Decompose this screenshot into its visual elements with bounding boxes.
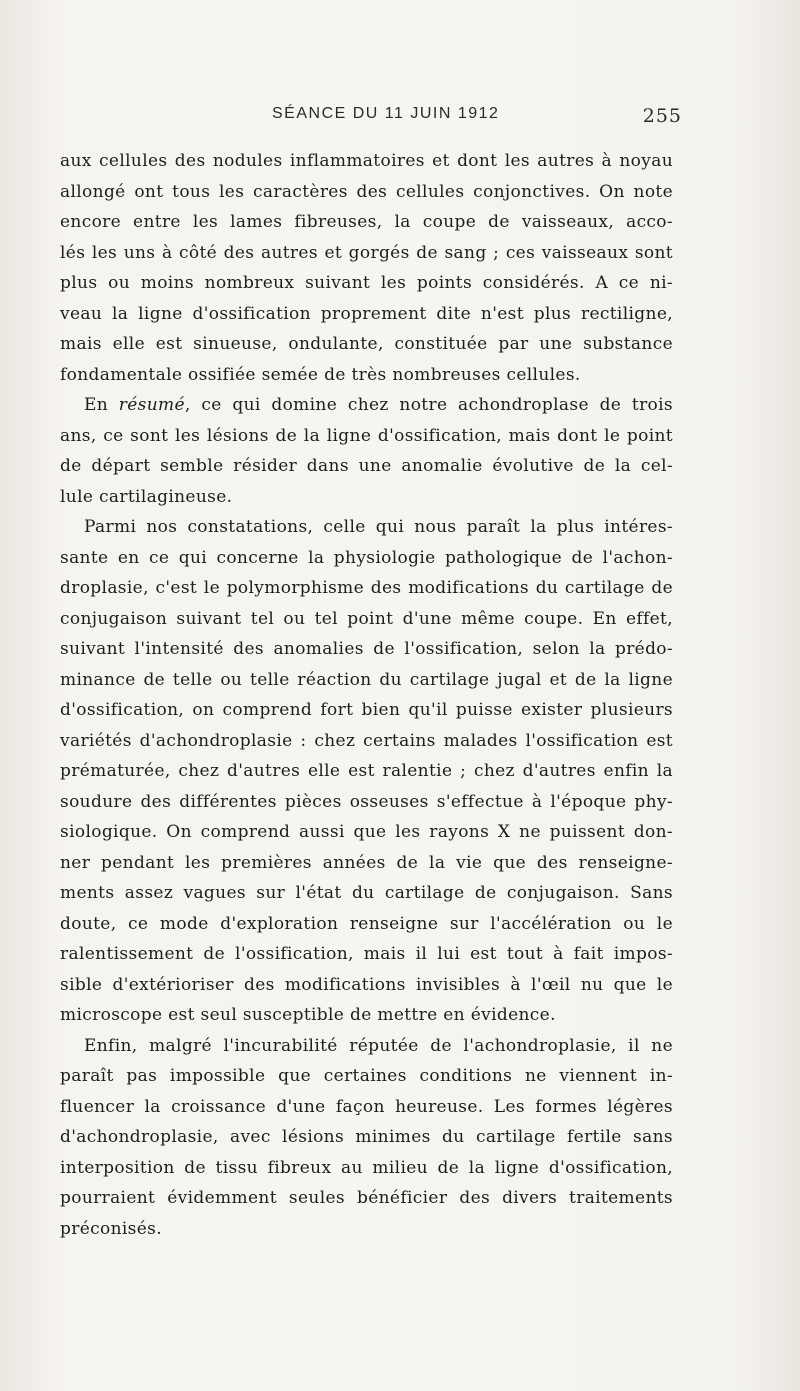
text-line: minance de telle ou telle réaction du cartilage jugal et de la ligne — [60, 669, 673, 690]
running-head: SÉANCE DU 11 JUIN 1912 — [272, 105, 500, 122]
text-line: ans, ce sont les lésions de la ligne d'ossification, mais dont le point — [60, 425, 673, 446]
text-line: mais elle est sinueuse, ondulante, constituée par une substance — [60, 334, 673, 354]
text-line-resume — [60, 390, 673, 421]
text-line: doute, ce mode d'exploration renseigne sur l'accélération ou le — [60, 913, 673, 934]
text-line: allongé ont tous les caractères des cellules conjonctives. On note — [60, 181, 673, 202]
text-line: paraît pas impossible que certaines conditions ne viennent in- — [60, 1066, 673, 1086]
text-line: aux cellules des nodules inflammatoires et dont les autres à noyau — [60, 151, 673, 171]
resume-prefix: En — [84, 395, 119, 415]
text-line: lés les uns à côté des autres et gorgés de sang ; ces vaisseaux sont — [60, 242, 673, 263]
text-line: lule cartilagineuse. — [60, 486, 233, 507]
text-line: soudure des différentes pièces osseuses s'effectue à l'époque phy- — [60, 791, 673, 812]
text-line: ments assez vagues sur l'état du cartilage de conjugaison. Sans — [60, 883, 673, 903]
text-line: de départ semble résider dans une anomalie évolutive de la cel- — [60, 456, 673, 476]
text-line: variétés d'achondroplasie : chez certains malades l'ossification est — [60, 730, 673, 751]
text-line: préconisés. — [60, 1218, 162, 1239]
text-line: microscope est seul susceptible de mettre en évidence. — [60, 1005, 556, 1025]
text-line: sible d'extérioriser des modifications invisibles à l'œil nu que le — [60, 974, 673, 995]
text-line: pourraient évidemment seules bénéficier des divers traitements — [60, 1188, 673, 1208]
text-line: siologique. On comprend aussi que les rayons X ne puissent don- — [60, 822, 673, 842]
text-line: encore entre les lames fibreuses, la coupe de vaisseaux, acco- — [60, 212, 673, 232]
text-line: d'ossification, on comprend fort bien qu'il puisse exister plusieurs — [60, 700, 673, 720]
body-text — [60, 146, 673, 1244]
resume-rest: , ce qui domine chez notre achondroplase de trois — [184, 395, 674, 415]
text-line: veau la ligne d'ossification proprement dite n'est plus rectiligne, — [60, 303, 673, 324]
text-line: fluencer la croissance d'une façon heureuse. Les formes légères — [60, 1096, 673, 1117]
text-line: Parmi nos constatations, celle qui nous paraît la plus intéres- — [84, 517, 673, 537]
resume-word: résumé — [118, 395, 185, 415]
text-line: ner pendant les premières années de la vie que des renseigne- — [60, 852, 673, 873]
page-number: 255 — [642, 105, 682, 127]
text-line: droplasie, c'est le polymorphisme des modifications du cartilage de — [60, 578, 673, 598]
page-header — [60, 105, 700, 135]
text-line: fondamentale ossifiée semée de très nombreuses cellules. — [60, 364, 581, 385]
text-line: Enfin, malgré l'incurabilité réputée de l'achondroplasie, il ne — [84, 1035, 673, 1056]
text-line: interposition de tissu fibreux au milieu de la ligne d'ossification, — [60, 1157, 673, 1178]
text-line: plus ou moins nombreux suivant les points considérés. A ce ni- — [60, 273, 673, 293]
text-line: conjugaison suivant tel ou tel point d'une même coupe. En effet, — [60, 608, 673, 629]
text-line: ralentissement de l'ossification, mais il lui est tout à fait impos- — [60, 944, 673, 964]
text-line: suivant l'intensité des anomalies de l'ossification, selon la prédo- — [60, 639, 673, 659]
text-line: prématurée, chez d'autres elle est ralentie ; chez d'autres enfin la — [60, 761, 673, 781]
text-line: sante en ce qui concerne la physiologie pathologique de l'achon- — [60, 547, 673, 568]
text-line: d'achondroplasie, avec lésions minimes du cartilage fertile sans — [60, 1127, 673, 1147]
